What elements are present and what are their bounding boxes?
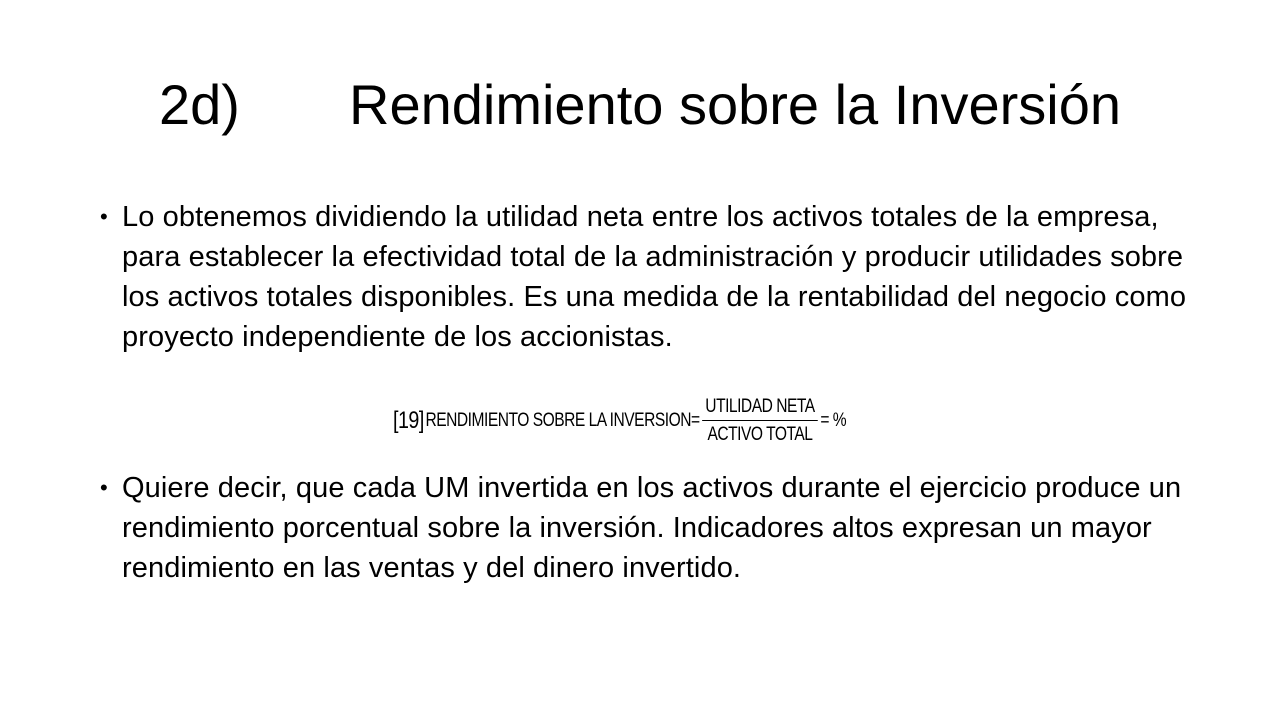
title-number: 2d) (159, 73, 240, 136)
title-text: Rendimiento sobre la Inversión (349, 73, 1121, 136)
bullet-icon: • (100, 204, 108, 229)
bullet-text-interpretation: Quiere decir, que cada UM invertida en los activos durante el ejercicio produce un rendimiento porcentual sobre la inversión. Indicadores altos expresan un mayor rendimiento en las ventas y del dinero invertido. (122, 472, 1182, 584)
bullet-text-definition: Lo obtenemos dividiendo la utilidad neta entre los activos totales de la empresa, para establecer la efectividad total de la administración y producir utilidades sobre los activos totales disponibles. Es una medida de la rentabilidad del negocio como proyecto independiente de los accionistas. (122, 201, 1187, 353)
bullet-list-second (100, 468, 1200, 588)
bullet-item-interpretation (100, 468, 1200, 588)
bullet-icon: • (100, 475, 108, 500)
formula-numerator: UTILIDAD NETA (702, 396, 818, 421)
formula-label: RENDIMIENTO SOBRE LA INVERSION= (425, 410, 700, 431)
formula-denominator: ACTIVO TOTAL (707, 424, 813, 445)
formula-result: = % (820, 410, 847, 431)
formula-reference: [19] (393, 407, 424, 434)
bullet-item-definition (100, 197, 1200, 357)
bullet-list-first (100, 197, 1200, 357)
slide-title (0, 70, 1280, 140)
formula-fraction (702, 396, 818, 446)
formula (393, 394, 846, 448)
